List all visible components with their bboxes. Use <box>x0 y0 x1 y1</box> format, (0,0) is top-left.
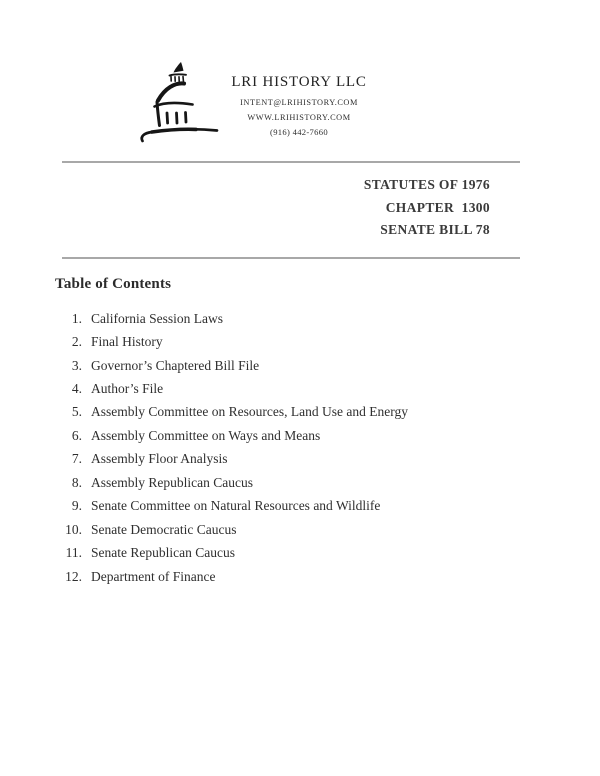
toc-item-number: 1. <box>71 310 82 326</box>
chapter-line: CHAPTER 1300 <box>385 199 490 215</box>
toc-item <box>0 495 560 518</box>
capitol-dome-logo-icon <box>138 61 220 143</box>
letterhead <box>214 74 384 137</box>
toc-item <box>0 518 560 541</box>
toc-item-number: 6. <box>71 427 82 443</box>
toc-item-number: 5. <box>71 404 82 420</box>
toc-item <box>0 424 560 447</box>
toc-item <box>0 354 560 377</box>
divider-bottom <box>62 257 520 259</box>
company-website: WWW.LRIHISTORY.COM <box>247 112 351 122</box>
toc-item-label: Department of Finance <box>91 568 216 584</box>
toc-item-label: Senate Committee on Natural Resources and Wildlife <box>91 498 381 514</box>
toc-item-label: Author’s File <box>91 381 164 397</box>
toc-item-number: 10. <box>65 521 82 537</box>
senate-bill-line: SENATE BILL 78 <box>380 222 490 238</box>
toc-item-label: Senate Democratic Caucus <box>91 521 237 537</box>
toc-item <box>0 330 560 353</box>
toc-item-number: 7. <box>71 451 82 467</box>
toc-item-number: 3. <box>71 357 82 373</box>
toc-item-number: 9. <box>71 498 82 514</box>
divider-top <box>62 161 520 163</box>
toc-item-number: 4. <box>71 381 82 397</box>
toc-item <box>0 565 560 588</box>
flag-shape <box>174 62 184 73</box>
toc-item <box>0 448 560 471</box>
toc-item-label: Assembly Republican Caucus <box>91 474 253 490</box>
statutes-line: STATUTES OF 1976 <box>363 177 490 192</box>
toc-heading: Table of Contents <box>55 276 172 292</box>
toc-item-label: Senate Republican Caucus <box>91 545 235 561</box>
company-name: LRI HISTORY LLC <box>231 74 367 90</box>
toc-item-number: 11. <box>65 545 82 561</box>
company-email: INTENT@LRIHISTORY.COM <box>240 98 358 107</box>
dome-stroke <box>158 83 184 100</box>
toc-item-label: Assembly Committee on Resources, Land Use and Energy <box>91 404 408 420</box>
bill-reference <box>0 174 490 242</box>
company-phone: (916) 442-7660 <box>270 127 328 138</box>
toc-item-number: 2. <box>71 334 82 350</box>
toc-list <box>0 307 560 588</box>
toc-item-label: Governor’s Chaptered Bill File <box>91 357 260 373</box>
toc-item <box>0 401 560 424</box>
toc-item-number: 12. <box>65 568 82 584</box>
toc-item-label: Assembly Floor Analysis <box>91 451 228 467</box>
cornice-stroke <box>155 103 193 107</box>
toc-item <box>0 541 560 564</box>
toc-item <box>0 377 560 400</box>
toc-item-label: California Session Laws <box>91 310 223 326</box>
cupola-bar <box>170 74 187 75</box>
toc-item <box>0 471 560 494</box>
toc-item <box>0 307 560 330</box>
toc-item-number: 8. <box>71 474 82 490</box>
toc-item-label: Assembly Committee on Ways and Means <box>91 427 321 443</box>
toc-item-label: Final History <box>91 334 163 350</box>
